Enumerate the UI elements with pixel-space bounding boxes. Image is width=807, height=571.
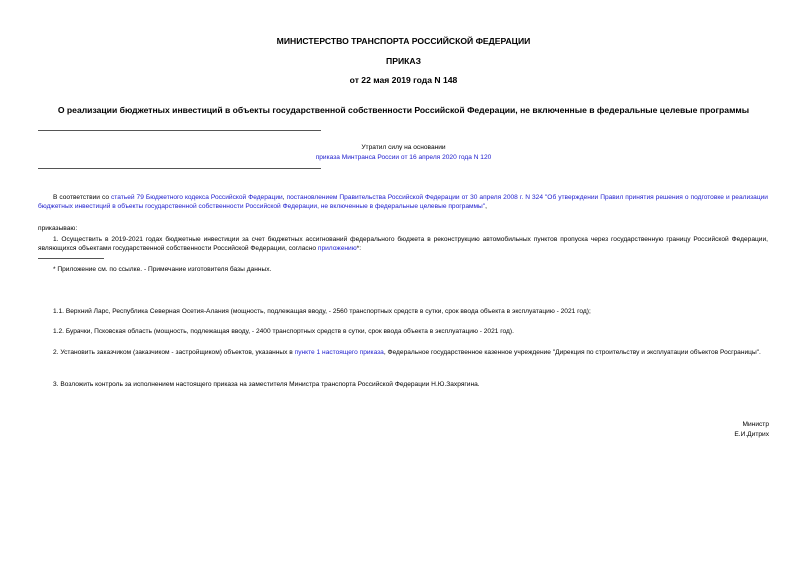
- divider: [38, 168, 321, 169]
- item-2-text: 2. Установить заказчиком (заказчиком - застройщиком) объектов, указанных в: [53, 349, 293, 356]
- item-2-paragraph: [38, 348, 768, 357]
- status-note-link[interactable]: приказа Минтранса России от 16 апреля 2020 года N 120: [315, 154, 492, 161]
- document-title: О реализации бюджетных инвестиций в объекты государственной собственности Российской Федерации, не включенные в федеральные целевые программы: [57, 105, 750, 115]
- footnote-divider: [38, 258, 104, 259]
- preamble-text: ,: [282, 194, 285, 201]
- item-1-1: 1.1. Верхний Ларс, Республика Северная Осетия-Алания (мощность, подлежащая вводу, - 2560 транспортных средств в сутки, срок ввода объекта в эксплуатацию - 2021 год);: [53, 308, 591, 315]
- government-decree-link[interactable]: постановлением Правительства Российской Федерации от 30 апреля 2008 г. N 324 "Об утверждении Правил принятия решения о подготовке и реализации бюджетных инвестиций в объекты государственной собственности Российской Федерации, не включенные в федеральные целевые программы": [38, 194, 768, 211]
- preamble-paragraph: [38, 193, 768, 212]
- budget-code-link[interactable]: статьей 79 Бюджетного кодекса Российской Федерации: [111, 194, 283, 201]
- divider: [38, 130, 321, 131]
- signature-name: Е.И.Дитрих: [734, 431, 769, 438]
- doc-type-heading: ПРИКАЗ: [386, 56, 421, 66]
- status-note-text: Утратил силу на основании: [361, 144, 446, 151]
- item-1-2: 1.2. Бурачки, Псковская область (мощность, подлежащая вводу, - 2400 транспортных средств в сутки, срок ввода объекта в эксплуатацию - 2021 год).: [53, 328, 514, 335]
- item-1-paragraph: [38, 235, 768, 254]
- item-1-text: *:: [356, 245, 362, 253]
- preamble-text: В соответствии со: [53, 194, 109, 201]
- preamble-text: ,: [485, 203, 487, 211]
- item-1-text: 1. Осуществить в 2019-2021 годах бюджетные инвестиции за счет бюджетных ассигнований федерального бюджета в реконструкцию автомобильных пунктов пропуска через государственную границу Российской Федерации, являющихся объектами государственной собственности Российской Федерации, согласно: [38, 236, 768, 253]
- item-2-text: , Федеральное государственное казенное учреждение "Дирекция по строительству и эксплуатации объектов Росграницы".: [383, 349, 761, 356]
- item-3: 3. Возложить контроль за исполнением настоящего приказа на заместителя Министра транспорта Российской Федерации Н.Ю.Захрягина.: [53, 381, 480, 388]
- order-word: приказываю:: [38, 225, 78, 232]
- footnote: * Приложение см. по ссылке. - Примечание изготовителя базы данных.: [53, 266, 272, 273]
- appendix-link[interactable]: приложению: [317, 245, 357, 253]
- item-1-reference-link[interactable]: пункте 1 настоящего приказа: [294, 349, 384, 356]
- signature-position: Министр: [742, 421, 769, 428]
- date-number-heading: от 22 мая 2019 года N 148: [349, 75, 458, 85]
- ministry-heading: МИНИСТЕРСТВО ТРАНСПОРТА РОССИЙСКОЙ ФЕДЕРАЦИИ: [276, 36, 531, 46]
